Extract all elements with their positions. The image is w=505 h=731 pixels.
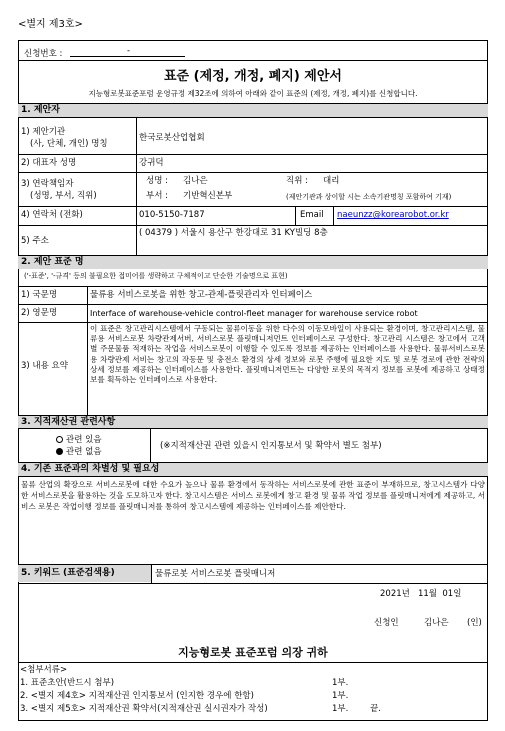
section-4-body: 물류 산업의 확장으로 서비스로봇에 대한 수요가 높으나 물류 환경에서 동작하는 서비스로봇에 관한 표준이 부재하므로, 창고시스템가 다양한 서비스로봇을 활용하는 것을 도모하고자 한다. 창고시스템은 서비스 로봇에게 창고 환경 및 물류 작업 정보를 플릿매니저에게 제공하고, 서비스 로봇은 작업이행 정보를 플릿매니저를 통하여 창고시스템에 제공하는 인터페이스를 제안한다.: [21, 480, 485, 511]
summary-label: 3) 내용 요약: [21, 361, 68, 371]
attachments-header: <첨부서류>: [20, 665, 68, 675]
radio-filled-icon: [56, 448, 63, 455]
english-name-value: Interface of warehouse-vehicle control-fleet manager for warehouse service robot: [90, 309, 418, 318]
attachment-1-count: 1부.: [332, 678, 349, 688]
phone-label: 4) 연락처 (전화): [21, 210, 83, 220]
ip-related-yes[interactable]: [56, 435, 102, 446]
contact-label-sub: (성명, 부서, 직위): [30, 191, 97, 201]
submission-date: 2021년 11월 01일: [380, 589, 462, 599]
applicant-name: 김나은: [424, 618, 449, 628]
address-value: ( 04379 ) 서울시 용산구 한강대로 31 KY빌딩 8층: [139, 228, 328, 238]
representative-label: 2) 대표자 성명: [21, 158, 77, 168]
org-label-sub: (사, 단체, 개인) 명칭: [30, 139, 108, 149]
english-name-label: 2) 영문명: [21, 308, 58, 318]
applicant-label: 신청인: [374, 618, 399, 628]
email-link[interactable]: naeunzz@korearobot.or.kr: [337, 210, 449, 220]
contact-name-label: 성명 :: [146, 176, 168, 186]
ip-note: (※지적재산권 관련 있을시 인지통보서 및 확약서 별도 첨부): [160, 441, 382, 451]
application-no-dash: -: [127, 46, 131, 56]
representative-value: 강귀덕: [139, 158, 164, 168]
section-2-note: ('-표준', '-규격' 등의 불필요한 접미어를 생략하고 구체적이고 단순한 기술명으로 표현): [24, 272, 288, 280]
application-no-field[interactable]: [70, 56, 185, 57]
address-label: 5) 주소: [21, 236, 49, 246]
email-label: Email: [300, 210, 324, 220]
contact-label: 3) 연락책임자: [21, 179, 74, 189]
ip-related-no-label: 관련 없음: [66, 447, 102, 457]
contact-name-value: 김나은: [183, 176, 208, 186]
attachment-1: 1. 표준초안(반드시 첨부): [20, 678, 115, 688]
section-1-header: 1. 제안자: [18, 104, 488, 117]
org-label: 1) 제안기관: [21, 127, 66, 137]
contact-position-label: 직위 :: [286, 176, 308, 186]
attachment-2: 2. <별지 제4호> 지적재산권 인지통보서 (인지한 경우에 한함): [20, 691, 254, 701]
korean-name-value: 물류용 서비스로봇을 위한 창고-관제-플릿관리자 인터페이스: [90, 290, 313, 300]
section-2-header: 2. 제안 표준 명: [18, 256, 488, 269]
addressee: 지능형로봇 표준포럼 의장 귀하: [178, 646, 328, 659]
attachment-2-count: 1부.: [332, 691, 349, 701]
attachment-end: 끝.: [370, 704, 381, 714]
summary-value: 이 표준은 창고관리시스템에서 구동되는 물류이동을 위한 다수의 이동모바일이 사용되는 환경이며, 창고관리시스템, 물류용 서비스로봇 차량관제서버, 서비스로봇 플릿매니저먼트 인터페이스로 구성한다. 창고관리 시스템은 창고에서 고객별 주문물품 적재하는 작업을 서비스로봇이 이행할 수 있도록 정보를 제공하는 인터페이스를 사용한다. 물류서비스로봇용 차량관제 서비는 창고의 작동문 및 충전소 환경의 상세 정보와 로봇 주행에 필요한 지도 및 로봇 경로에 관한 전략의 상세 정보를 제공하는 인터페이스를 사용한다. 플릿매니저먼트는 다양한 로봇의 목적지 정보를 로봇에 제공하고 상태정보를 획득하는 인터페이스로 사용한다.: [90, 324, 485, 385]
phone-value: 010-5150-7187: [139, 210, 205, 220]
page-title: 표준 (제정, 개정, 폐지) 제안서: [163, 69, 342, 84]
annex-label: <별지 제3호>: [18, 19, 83, 30]
contact-dept-value: 기반혁신본부: [183, 191, 233, 201]
section-3-header: 3. 지적재산권 관련사항: [18, 416, 488, 428]
seal-mark: (인): [467, 618, 482, 628]
page-subtitle: 지능형로봇표준포럼 운영규정 제32조에 의하여 아래와 같이 표준의 (제정, 개정, 폐지)를 신청합니다.: [88, 89, 418, 98]
org-value: 한국로봇산업협회: [139, 133, 205, 143]
section-5-header: 5. 키워드 (표준검색용): [18, 565, 151, 582]
contact-dept-note: (제안기관과 상이할 시는 소속기관명칭 포함하여 기재): [286, 193, 452, 201]
contact-position-value: 대리: [323, 176, 340, 186]
ip-related-yes-label: 관련 있음: [66, 435, 102, 445]
ip-related-no[interactable]: [56, 447, 102, 458]
attachment-3: 3. <별지 제5호> 지적재산권 확약서(지적재산권 실시권자가 작성): [20, 704, 268, 714]
korean-name-label: 1) 국문명: [21, 290, 58, 300]
radio-empty-icon: [56, 436, 63, 443]
attachment-3-count: 1부.: [332, 704, 349, 714]
section-4-header: 4. 기존 표준과의 차별성 및 필요성: [18, 463, 488, 476]
application-no-label: 신청번호 :: [24, 49, 63, 59]
keywords-value: 물류로봇 서비스로봇 플릿매니저: [155, 569, 276, 579]
contact-dept-label: 부서 :: [146, 191, 168, 201]
